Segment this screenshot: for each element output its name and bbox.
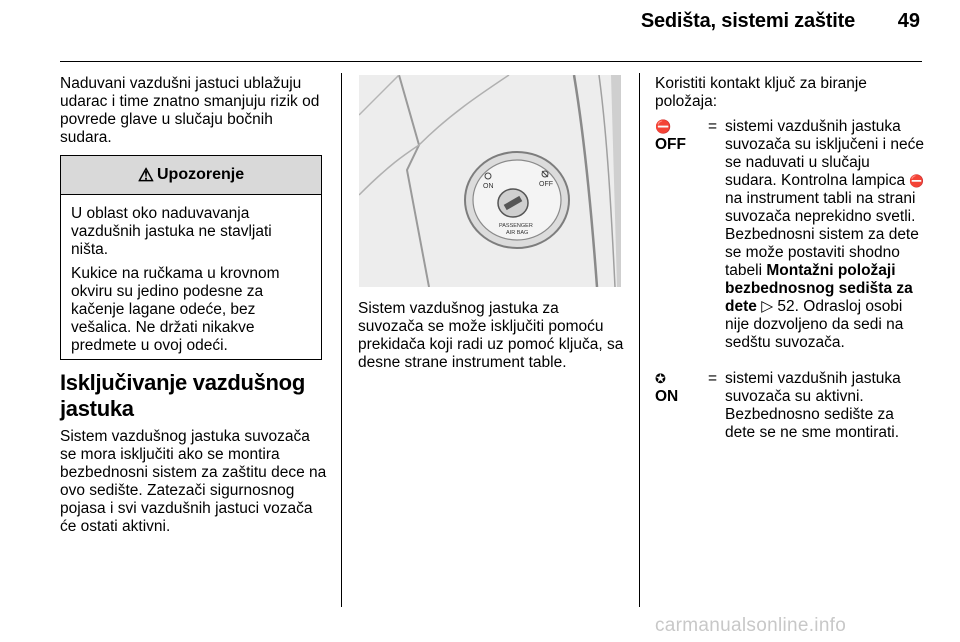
page-reference-number: 52.: [777, 298, 799, 315]
option-off-symbol: ⛔ OFF: [655, 118, 703, 154]
warning-body: [61, 195, 321, 355]
switch-label-airbag: AIR BAG: [506, 230, 529, 236]
switch-label-on: ON: [483, 183, 494, 190]
cross-reference-link[interactable]: Montažni položaji bezbednosnog sedišta za dete: [725, 262, 913, 315]
option-off-description: sistemi vazdušnih jastuka suvozača su isključeni i neće se naduvati u slučaju sudara. Kontrolna lampica ⛔ na instrument tabli na strani suvozača neprekidno svetli. Bezbednosni sistem za dete se može postaviti shodno tabeli Montažni položaji bezbednosnog sedišta za dete ▷ 52. Odrasloj osobi nije dozvoljeno da sedi na sedštu suvozača.: [725, 118, 925, 351]
column-divider-right: [639, 73, 640, 607]
switch-label-passenger: PASSENGER: [499, 223, 533, 229]
warning-paragraph-2: Kukice na ručkama u krovnom okviru su jedino podesne za kačenje lagane odeće, bez vešalica. Ne držati nikakve predmete u ovoj odeći.: [71, 265, 280, 354]
warning-triangle-icon: ⚠: [137, 164, 154, 185]
page-number: 49: [897, 10, 920, 32]
airbag-switch-illustration: [359, 75, 621, 287]
section-title: Isključivanje vazdušnog jastuka: [60, 370, 305, 421]
warning-paragraph-1: U oblast oko naduvavanja vazdušnih jastuka ne stavljati ništa.: [71, 205, 272, 258]
option-on-description: sistemi vazdušnih jastuka suvozača su aktivni. Bezbednosno sedište za dete se ne sme montirati.: [725, 370, 901, 441]
section-text: Sistem vazdušnog jastuka suvozača se mora isključiti ako se montira bezbednosni sistem za zaštitu dece na ovo sedište. Zatezači sigurnosnog pojasa i svi vazdušnih jastuci vozača će ostati aktivni.: [60, 428, 327, 535]
page-header-title: Sedišta, sistemi zaštite: [640, 10, 855, 32]
warning-box: [60, 155, 322, 360]
watermark: carmanualsonline.info: [655, 615, 847, 636]
warning-title: Upozorenje: [157, 166, 245, 183]
airbag-off-icon: ⛔: [655, 119, 672, 134]
option-on-symbol: ✪ ON: [655, 370, 703, 406]
warning-header: [61, 156, 321, 195]
airbag-on-icon: ✪: [655, 371, 666, 386]
option-off-equals: =: [708, 118, 718, 135]
warning-lamp-icon: ⛔: [909, 174, 925, 188]
intro-paragraph: Naduvani vazdušni jastuci ublažuju udarac i time znatno smanjuju rizik od povrede glave u slučaju bočnih sudara.: [60, 75, 320, 146]
page-reference-icon: ▷: [761, 298, 774, 315]
switch-label-off: OFF: [539, 181, 553, 188]
airbag-switch-drawing: [359, 75, 621, 287]
figure-caption: Sistem vazdušnog jastuka za suvozača se može isključiti pomoću prekidača koji radi uz pomoć ključa, sa desne strane instrument table.: [358, 300, 624, 371]
header-rule: [60, 61, 922, 62]
right-intro: Koristiti kontakt ključ za biranje položaja:: [655, 75, 867, 110]
option-on-equals: =: [708, 370, 718, 387]
column-divider-left: [341, 73, 342, 607]
